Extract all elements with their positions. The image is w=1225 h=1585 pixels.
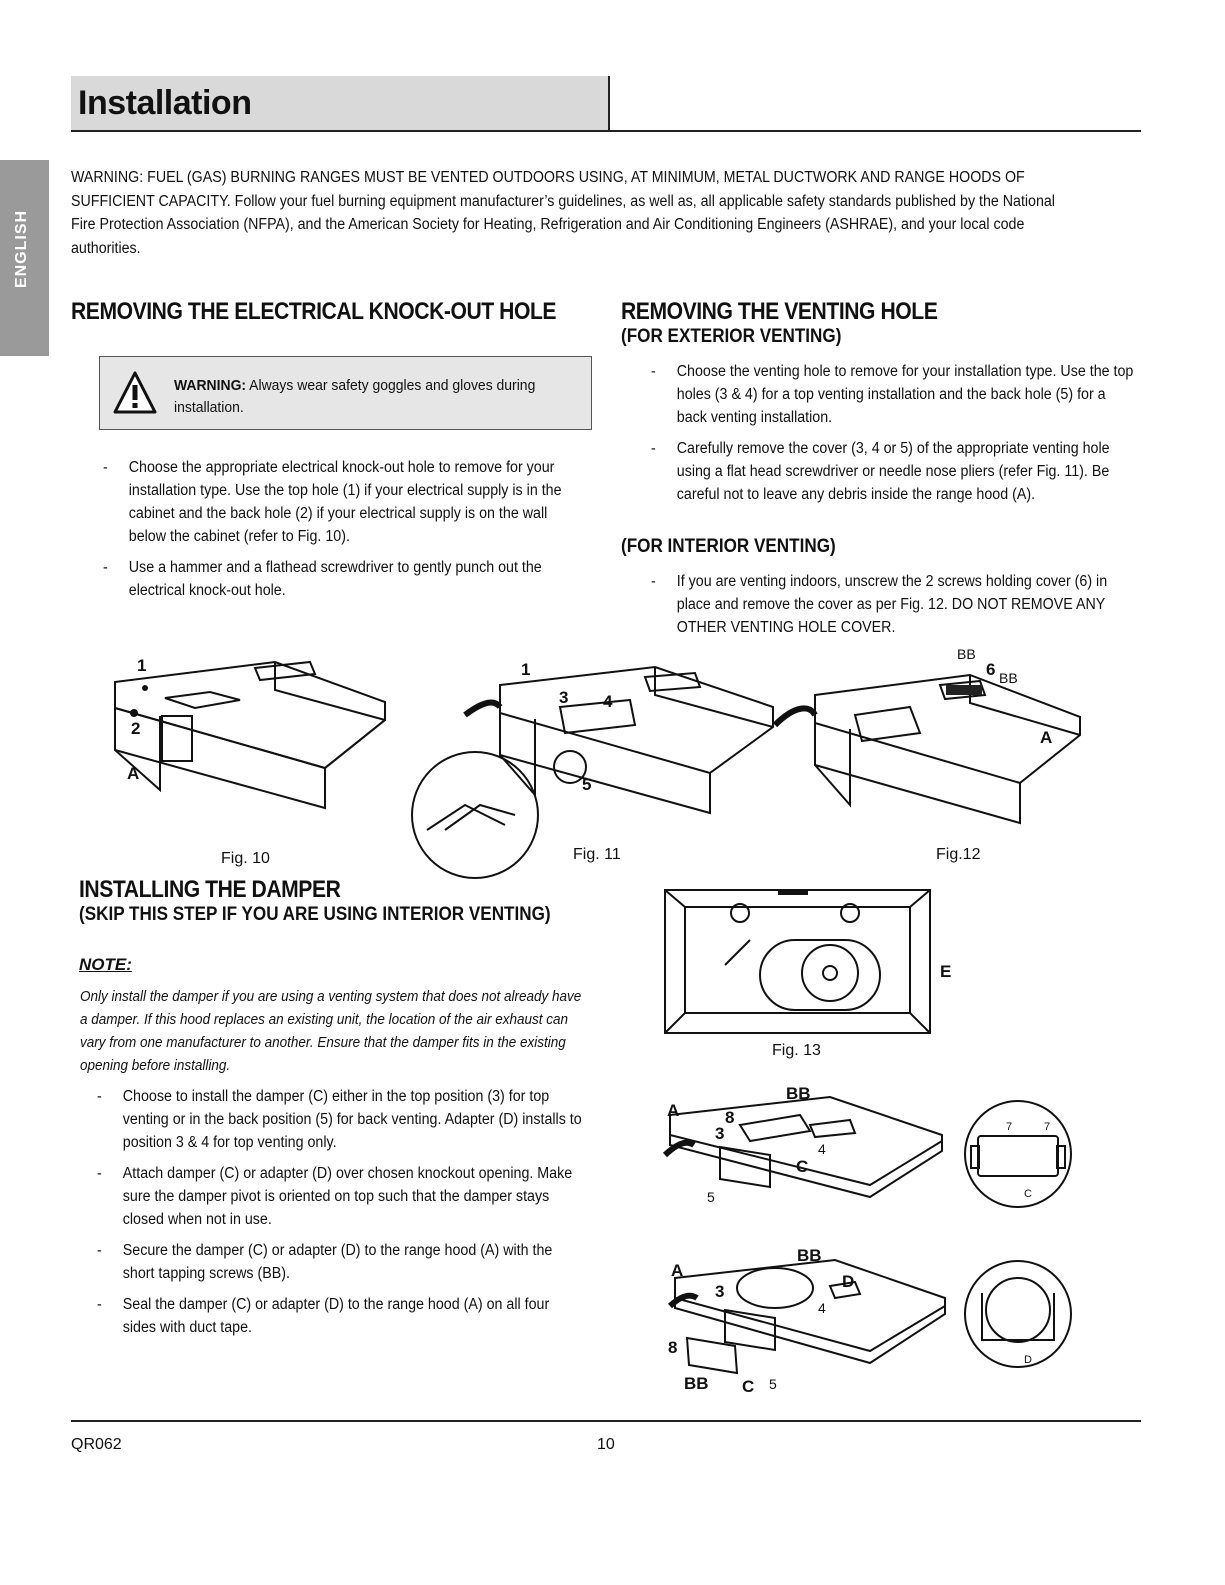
callout-5-top: 5 xyxy=(707,1189,715,1205)
list-item: - Use a hammer and a flathead screwdriver to gently punch out the electrical knock-out hole. xyxy=(103,556,581,602)
venting-title: REMOVING THE VENTING HOLE xyxy=(621,298,938,325)
interior-venting-steps xyxy=(651,570,1134,647)
language-tab-label: ENGLISH xyxy=(13,209,30,289)
damper-section xyxy=(79,876,659,926)
callout-c-bottom: C xyxy=(742,1377,755,1396)
callout-2: 2 xyxy=(131,719,141,738)
callout-4-bottom: 4 xyxy=(818,1300,826,1316)
safety-warning-message: Always wear safety goggles and gloves during installation. xyxy=(174,377,536,416)
list-item: - Choose the appropriate electrical knock-out hole to remove for your installation type. Use the top hole (1) if your electrical supply is in the cabinet and the back hole (2) if your electrical supply is on the wall below the cabinet (refer to Fig. 10). xyxy=(103,456,581,548)
callout-5-bottom: 5 xyxy=(769,1376,777,1392)
knockout-steps xyxy=(103,456,581,610)
exterior-venting-subtitle: (FOR EXTERIOR VENTING) xyxy=(621,326,842,347)
callout-3: 3 xyxy=(559,688,569,707)
callout-8-top: 8 xyxy=(725,1108,735,1127)
damper-detail-illustration xyxy=(962,1098,1074,1210)
footer-rule xyxy=(71,1420,1141,1422)
callout-bb-top: BB xyxy=(957,646,976,662)
callout-d: D xyxy=(842,1272,855,1291)
callout-bb-right: BB xyxy=(999,670,1018,686)
knockout-title: REMOVING THE ELECTRICAL KNOCK-OUT HOLE xyxy=(71,298,557,325)
callout-3-top: 3 xyxy=(715,1124,725,1143)
callout-7-right: 7 xyxy=(1044,1121,1051,1133)
warning-triangle-icon xyxy=(113,370,157,416)
adapter-install-illustration xyxy=(665,1248,950,1388)
adapter-detail-illustration xyxy=(962,1258,1074,1370)
note-text: Only install the damper if you are using a venting system that does not already have a damper. If this hood replaces an existing unit, the location of the air exhaust can vary from one manufacturer to another. Ensure that the damper fits in the existing opening before installing. xyxy=(80,988,582,1074)
callout-5: 5 xyxy=(582,775,592,794)
knockout-section xyxy=(71,298,671,326)
note-label: NOTE: xyxy=(79,955,132,974)
exterior-venting-steps xyxy=(651,360,1134,514)
callout-7-left: 7 xyxy=(1006,1121,1013,1133)
page-title: Installation xyxy=(78,84,252,122)
damper-title: INSTALLING THE DAMPER xyxy=(79,876,341,903)
fig12-caption: Fig.12 xyxy=(936,846,981,863)
model-number: QR062 xyxy=(71,1436,122,1453)
callout-4-top: 4 xyxy=(818,1141,826,1157)
callout-d-detail: D xyxy=(1024,1354,1032,1366)
page-number: 10 xyxy=(597,1436,615,1453)
callout-1: 1 xyxy=(137,656,147,675)
callout-bb-bottom-left: BB xyxy=(684,1374,709,1393)
interior-venting-heading xyxy=(621,536,860,558)
list-item: - Carefully remove the cover (3, 4 or 5) of the appropriate venting hole using a flat head screwdriver or needle nose pliers (refer Fig. 11). Be careful not to leave any debris inside the range hood (A). xyxy=(651,437,1134,506)
callout-1-fig11: 1 xyxy=(521,660,531,679)
list-item: - Attach damper (C) or adapter (D) over chosen knockout opening. Make sure the damper pivot is oriented on top such that the damper stays closed when not in use. xyxy=(97,1162,585,1231)
callout-8-bottom: 8 xyxy=(668,1338,678,1357)
header-rule xyxy=(71,130,1141,132)
callout-a-top: A xyxy=(667,1101,680,1120)
callout-e: E xyxy=(940,962,952,981)
callout-3-bottom: 3 xyxy=(715,1282,725,1301)
list-item: - Choose to install the damper (C) either in the top position (3) for top venting or in the back position (5) for back venting. Adapter (D) installs to position 3 & 4 for top venting only. xyxy=(97,1085,585,1154)
callout-6: 6 xyxy=(986,660,996,679)
callout-c-top: C xyxy=(796,1157,809,1176)
fig11-caption: Fig. 11 xyxy=(573,846,621,863)
safety-warning-label: WARNING: xyxy=(174,377,247,394)
list-item: - Seal the damper (C) or adapter (D) to the range hood (A) on all four sides with duct tape. xyxy=(97,1293,585,1339)
callout-a-bottom: A xyxy=(671,1261,684,1280)
venting-section xyxy=(621,298,1181,348)
damper-subtitle: (SKIP THIS STEP IF YOU ARE USING INTERIOR VENTING) xyxy=(79,904,551,925)
damper-steps xyxy=(97,1085,585,1347)
list-item: - Choose the venting hole to remove for your installation type. Use the top holes (3 & 4) for a top venting installation and the back hole (5) for a back venting installation. xyxy=(651,360,1134,429)
list-item: - If you are venting indoors, unscrew the 2 screws holding cover (6) in place and remove the cover as per Fig. 12. DO NOT REMOVE ANY OTHER VENTING HOLE COVER. xyxy=(651,570,1134,639)
fig13-caption: Fig. 13 xyxy=(772,1042,821,1059)
callout-bb-bottom: BB xyxy=(797,1246,822,1265)
safety-warning-text xyxy=(174,375,565,419)
callout-4: 4 xyxy=(603,692,613,711)
callout-a-fig12: A xyxy=(1040,728,1053,747)
fig10-caption: Fig. 10 xyxy=(221,850,270,867)
fuel-warning-paragraph: WARNING: FUEL (GAS) BURNING RANGES MUST BE VENTED OUTDOORS USING, AT MINIMUM, METAL DUCTWORK AND RANGE HOODS OF SUFFICIENT CAPACITY. Follow your fuel burning equipment manufacturer’s guidelines, as well as, all applicable safety standards published by the National Fire Protection Association (NFPA), and the American Society for Heating, Refrigeration and Air Conditioning Engineers (ASHRAE), and your local code authorities. xyxy=(71,169,1055,257)
callout-c-detail: C xyxy=(1024,1188,1032,1200)
callout-a: A xyxy=(127,764,140,783)
list-item: - Secure the damper (C) or adapter (D) to the range hood (A) with the short tapping screws (BB). xyxy=(97,1239,585,1285)
fig13-underside-illustration xyxy=(660,885,940,1037)
callout-bb-top-damper: BB xyxy=(786,1084,811,1103)
interior-venting-subtitle: (FOR INTERIOR VENTING) xyxy=(621,536,836,557)
